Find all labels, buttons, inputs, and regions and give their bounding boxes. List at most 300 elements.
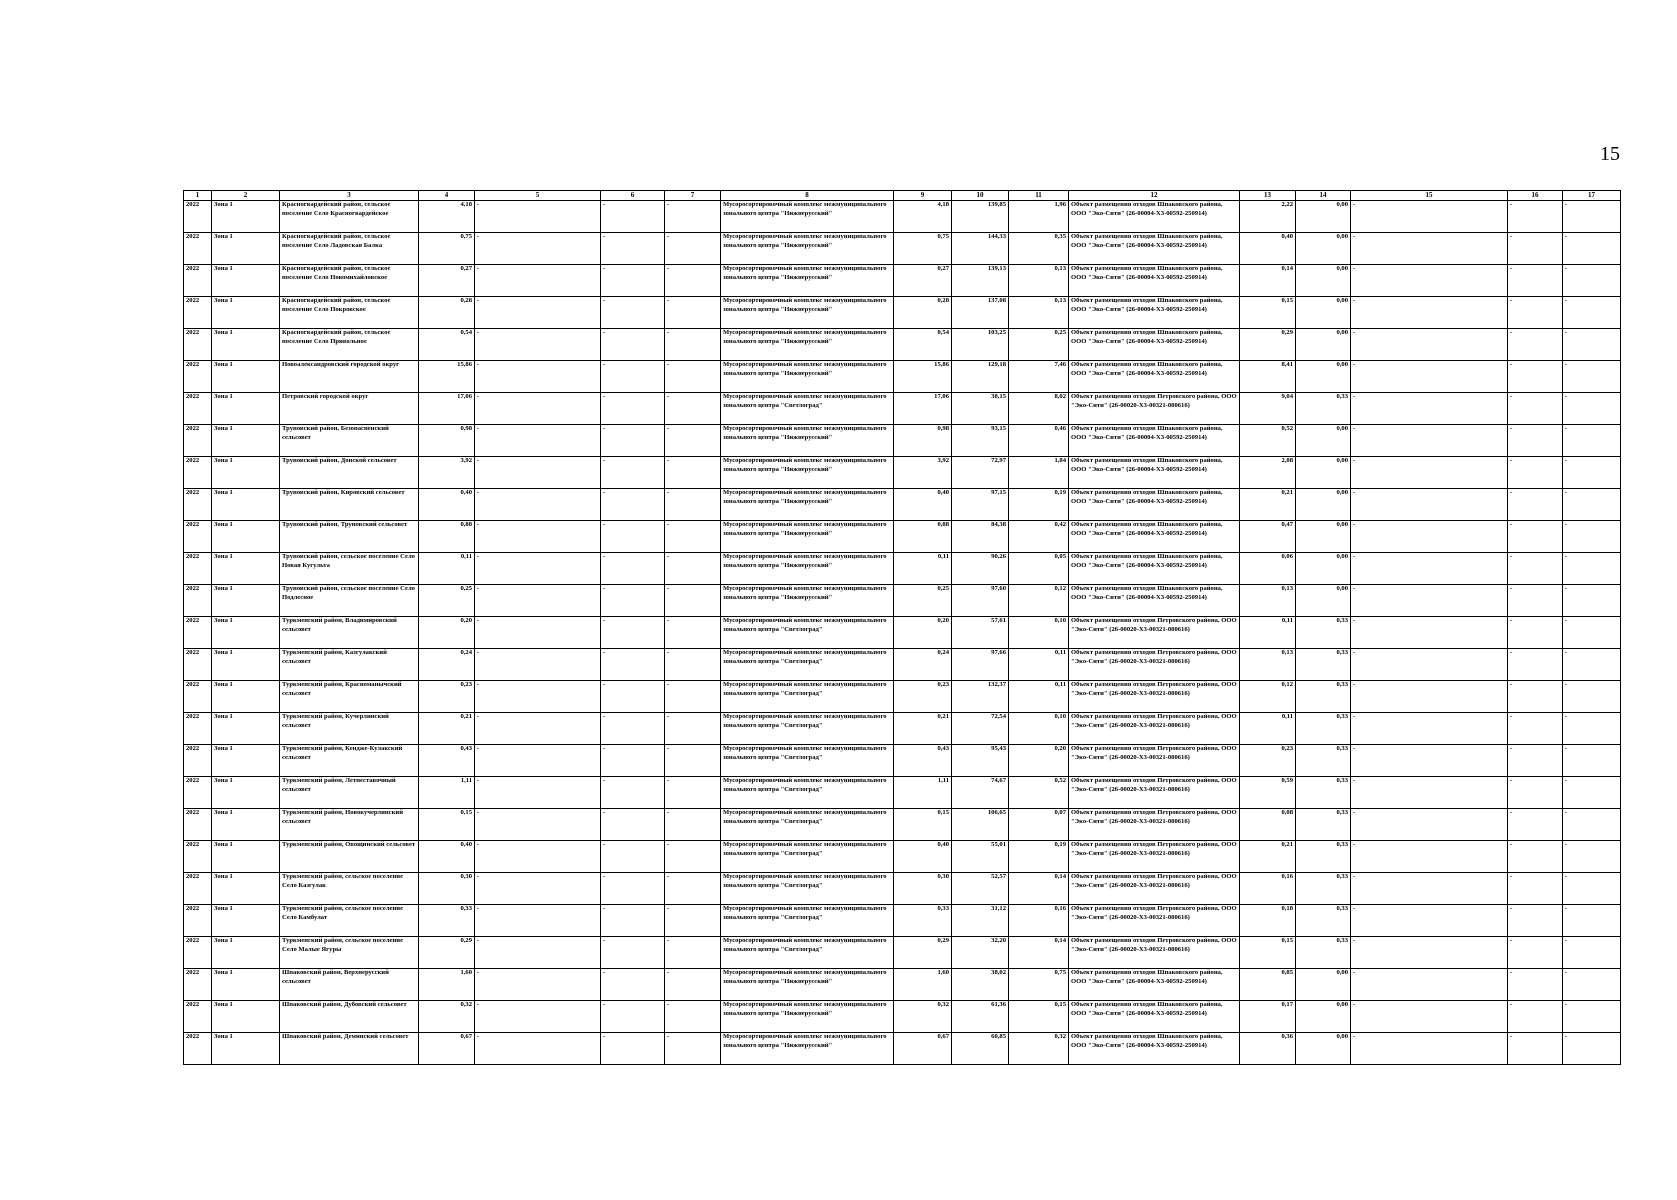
column-number-4: 4 [419, 191, 475, 201]
column-16-cell: - [1508, 393, 1563, 425]
column-number-14: 14 [1296, 191, 1351, 201]
column-6-cell: - [601, 297, 665, 329]
distance-cell: 57,61 [952, 617, 1009, 649]
year-cell: 2022 [184, 841, 212, 873]
table-row [184, 329, 1621, 361]
table-row [184, 873, 1621, 905]
column-5-cell: - [475, 1033, 601, 1065]
table-row [184, 1033, 1621, 1065]
year-cell: 2022 [184, 329, 212, 361]
column-14-cell: 0,33 [1296, 393, 1351, 425]
column-15-cell: - [1351, 841, 1508, 873]
table-row [184, 777, 1621, 809]
distance-cell: 72,97 [952, 457, 1009, 489]
distance-cell: 97,60 [952, 585, 1009, 617]
column-14-cell: 0,00 [1296, 521, 1351, 553]
column-14-cell: 0,00 [1296, 265, 1351, 297]
mass-to-sorting-cell: 0,23 [894, 681, 952, 713]
mass-to-placement-cell: 0,13 [1009, 297, 1069, 329]
municipality-cell: Туркменский район, Летнеставочный сельсовет [280, 777, 419, 809]
mass-total-cell: 0,75 [419, 233, 475, 265]
zone-cell: Зона 1 [212, 841, 280, 873]
sorting-facility-cell: Мусоросортировочный комплекс межмуниципального зонального центра "Нижнерусский" [721, 265, 894, 297]
sorting-facility-cell: Мусоросортировочный комплекс межмуниципального зонального центра "Светлоград" [721, 745, 894, 777]
column-number-9: 9 [894, 191, 952, 201]
column-15-cell: - [1351, 713, 1508, 745]
waste-flow-table [183, 190, 1621, 1065]
distance-cell: 31,12 [952, 905, 1009, 937]
column-5-cell: - [475, 425, 601, 457]
sorting-facility-cell: Мусоросортировочный комплекс межмуниципального зонального центра "Нижнерусский" [721, 457, 894, 489]
mass-to-placement-cell: 0,20 [1009, 745, 1069, 777]
mass-to-sorting-cell: 0,25 [894, 585, 952, 617]
year-cell: 2022 [184, 777, 212, 809]
placement-facility-cell: Объект размещения отходов Шпаковского района, ООО "Эко-Сити" (26-00004-Х3-00592-250914) [1069, 265, 1240, 297]
year-cell: 2022 [184, 585, 212, 617]
placement-facility-cell: Объект размещения отходов Петровского района, ООО "Эко-Сити" (26-00020-Х3-00321-080616) [1069, 681, 1240, 713]
mass-to-placement-cell: 7,46 [1009, 361, 1069, 393]
column-13-cell: 8,41 [1240, 361, 1296, 393]
column-7-cell: - [665, 553, 721, 585]
column-7-cell: - [665, 1033, 721, 1065]
column-15-cell: - [1351, 425, 1508, 457]
column-13-cell: 0,14 [1240, 265, 1296, 297]
column-16-cell: - [1508, 649, 1563, 681]
year-cell: 2022 [184, 457, 212, 489]
table-row [184, 361, 1621, 393]
column-number-6: 6 [601, 191, 665, 201]
sorting-facility-cell: Мусоросортировочный комплекс межмуниципального зонального центра "Нижнерусский" [721, 361, 894, 393]
mass-to-sorting-cell: 0,40 [894, 489, 952, 521]
zone-cell: Зона 1 [212, 265, 280, 297]
placement-facility-cell: Объект размещения отходов Петровского района, ООО "Эко-Сити" (26-00020-Х3-00321-080616) [1069, 617, 1240, 649]
column-16-cell: - [1508, 873, 1563, 905]
municipality-cell: Туркменский район, Кучерлинский сельсовет [280, 713, 419, 745]
zone-cell: Зона 1 [212, 937, 280, 969]
column-6-cell: - [601, 937, 665, 969]
mass-to-sorting-cell: 3,92 [894, 457, 952, 489]
zone-cell: Зона 1 [212, 393, 280, 425]
column-14-cell: 0,00 [1296, 553, 1351, 585]
column-15-cell: - [1351, 361, 1508, 393]
column-5-cell: - [475, 585, 601, 617]
column-13-cell: 0,59 [1240, 777, 1296, 809]
column-14-cell: 0,00 [1296, 361, 1351, 393]
column-15-cell: - [1351, 905, 1508, 937]
distance-cell: 90,26 [952, 553, 1009, 585]
column-number-7: 7 [665, 191, 721, 201]
column-13-cell: 0,47 [1240, 521, 1296, 553]
column-13-cell: 0,17 [1240, 1001, 1296, 1033]
column-7-cell: - [665, 937, 721, 969]
column-5-cell: - [475, 745, 601, 777]
column-number-1: 1 [184, 191, 212, 201]
mass-to-placement-cell: 0,14 [1009, 873, 1069, 905]
column-6-cell: - [601, 489, 665, 521]
column-7-cell: - [665, 329, 721, 361]
column-5-cell: - [475, 489, 601, 521]
sorting-facility-cell: Мусоросортировочный комплекс межмуниципального зонального центра "Светлоград" [721, 873, 894, 905]
column-16-cell: - [1508, 361, 1563, 393]
placement-facility-cell: Объект размещения отходов Шпаковского района, ООО "Эко-Сити" (26-00004-Х3-00592-250914) [1069, 585, 1240, 617]
year-cell: 2022 [184, 713, 212, 745]
distance-cell: 132,37 [952, 681, 1009, 713]
column-14-cell: 0,00 [1296, 585, 1351, 617]
column-16-cell: - [1508, 425, 1563, 457]
column-14-cell: 0,00 [1296, 201, 1351, 233]
municipality-cell: Красногвардейский район, сельское поселение Село Привольное [280, 329, 419, 361]
year-cell: 2022 [184, 1001, 212, 1033]
column-14-cell: 0,00 [1296, 425, 1351, 457]
column-13-cell: 0,36 [1240, 1033, 1296, 1065]
column-14-cell: 0,00 [1296, 969, 1351, 1001]
column-7-cell: - [665, 201, 721, 233]
mass-to-placement-cell: 0,52 [1009, 777, 1069, 809]
municipality-cell: Туркменский район, Овощинский сельсовет [280, 841, 419, 873]
mass-to-placement-cell: 0,42 [1009, 521, 1069, 553]
mass-total-cell: 0,23 [419, 681, 475, 713]
mass-total-cell: 0,43 [419, 745, 475, 777]
column-13-cell: 0,13 [1240, 585, 1296, 617]
zone-cell: Зона 1 [212, 681, 280, 713]
mass-to-placement-cell: 0,25 [1009, 329, 1069, 361]
column-16-cell: - [1508, 969, 1563, 1001]
sorting-facility-cell: Мусоросортировочный комплекс межмуниципального зонального центра "Светлоград" [721, 393, 894, 425]
column-7-cell: - [665, 393, 721, 425]
column-17-cell: - [1563, 649, 1621, 681]
column-6-cell: - [601, 393, 665, 425]
column-14-cell: 0,33 [1296, 809, 1351, 841]
column-7-cell: - [665, 745, 721, 777]
zone-cell: Зона 1 [212, 905, 280, 937]
column-15-cell: - [1351, 937, 1508, 969]
column-17-cell: - [1563, 489, 1621, 521]
table-body [184, 201, 1621, 1065]
column-17-cell: - [1563, 521, 1621, 553]
year-cell: 2022 [184, 969, 212, 1001]
column-7-cell: - [665, 617, 721, 649]
column-14-cell: 0,00 [1296, 457, 1351, 489]
year-cell: 2022 [184, 393, 212, 425]
column-16-cell: - [1508, 489, 1563, 521]
column-5-cell: - [475, 905, 601, 937]
table-row [184, 937, 1621, 969]
sorting-facility-cell: Мусоросортировочный комплекс межмуниципального зонального центра "Нижнерусский" [721, 297, 894, 329]
placement-facility-cell: Объект размещения отходов Петровского района, ООО "Эко-Сити" (26-00020-Х3-00321-080616) [1069, 649, 1240, 681]
table-row [184, 233, 1621, 265]
column-14-cell: 0,33 [1296, 937, 1351, 969]
zone-cell: Зона 1 [212, 585, 280, 617]
column-14-cell: 0,33 [1296, 873, 1351, 905]
column-17-cell: - [1563, 713, 1621, 745]
municipality-cell: Труновский район, Кировский сельсовет [280, 489, 419, 521]
table-row [184, 681, 1621, 713]
mass-total-cell: 0,67 [419, 1033, 475, 1065]
mass-to-placement-cell: 0,35 [1009, 233, 1069, 265]
column-15-cell: - [1351, 617, 1508, 649]
table-row [184, 489, 1621, 521]
table-row [184, 201, 1621, 233]
placement-facility-cell: Объект размещения отходов Петровского района, ООО "Эко-Сити" (26-00020-Х3-00321-080616) [1069, 937, 1240, 969]
column-15-cell: - [1351, 265, 1508, 297]
column-16-cell: - [1508, 841, 1563, 873]
column-16-cell: - [1508, 233, 1563, 265]
municipality-cell: Красногвардейский район, сельское поселение Село Новомихайловское [280, 265, 419, 297]
column-5-cell: - [475, 649, 601, 681]
column-17-cell: - [1563, 745, 1621, 777]
column-17-cell: - [1563, 969, 1621, 1001]
year-cell: 2022 [184, 905, 212, 937]
distance-cell: 129,18 [952, 361, 1009, 393]
distance-cell: 38,15 [952, 393, 1009, 425]
placement-facility-cell: Объект размещения отходов Петровского района, ООО "Эко-Сити" (26-00020-Х3-00321-080616) [1069, 713, 1240, 745]
column-15-cell: - [1351, 873, 1508, 905]
sorting-facility-cell: Мусоросортировочный комплекс межмуниципального зонального центра "Светлоград" [721, 905, 894, 937]
placement-facility-cell: Объект размещения отходов Петровского района, ООО "Эко-Сити" (26-00020-Х3-00321-080616) [1069, 873, 1240, 905]
column-6-cell: - [601, 425, 665, 457]
column-15-cell: - [1351, 969, 1508, 1001]
column-7-cell: - [665, 457, 721, 489]
municipality-cell: Туркменский район, Казгулакский сельсовет [280, 649, 419, 681]
column-17-cell: - [1563, 681, 1621, 713]
mass-to-placement-cell: 0,19 [1009, 489, 1069, 521]
zone-cell: Зона 1 [212, 329, 280, 361]
table-row [184, 745, 1621, 777]
municipality-cell: Труновский район, Донской сельсовет [280, 457, 419, 489]
placement-facility-cell: Объект размещения отходов Шпаковского района, ООО "Эко-Сити" (26-00004-Х3-00592-250914) [1069, 297, 1240, 329]
column-16-cell: - [1508, 553, 1563, 585]
mass-to-placement-cell: 0,11 [1009, 681, 1069, 713]
year-cell: 2022 [184, 873, 212, 905]
mass-total-cell: 0,15 [419, 809, 475, 841]
table-row [184, 585, 1621, 617]
column-5-cell: - [475, 297, 601, 329]
column-14-cell: 0,00 [1296, 329, 1351, 361]
table-row [184, 393, 1621, 425]
column-15-cell: - [1351, 553, 1508, 585]
municipality-cell: Труновский район, Безопасненский сельсовет [280, 425, 419, 457]
zone-cell: Зона 1 [212, 777, 280, 809]
year-cell: 2022 [184, 809, 212, 841]
column-13-cell: 0,40 [1240, 233, 1296, 265]
placement-facility-cell: Объект размещения отходов Шпаковского района, ООО "Эко-Сити" (26-00004-Х3-00592-250914) [1069, 489, 1240, 521]
column-number-13: 13 [1240, 191, 1296, 201]
distance-cell: 32,20 [952, 937, 1009, 969]
mass-total-cell: 0,33 [419, 905, 475, 937]
mass-to-placement-cell: 0,15 [1009, 1001, 1069, 1033]
column-17-cell: - [1563, 617, 1621, 649]
sorting-facility-cell: Мусоросортировочный комплекс межмуниципального зонального центра "Нижнерусский" [721, 201, 894, 233]
year-cell: 2022 [184, 553, 212, 585]
table-row [184, 713, 1621, 745]
column-5-cell: - [475, 777, 601, 809]
placement-facility-cell: Объект размещения отходов Шпаковского района, ООО "Эко-Сити" (26-00004-Х3-00592-250914) [1069, 457, 1240, 489]
municipality-cell: Труновский район, Труновский сельсовет [280, 521, 419, 553]
column-14-cell: 0,33 [1296, 617, 1351, 649]
column-16-cell: - [1508, 329, 1563, 361]
mass-to-sorting-cell: 0,29 [894, 937, 952, 969]
table-row [184, 457, 1621, 489]
distance-cell: 137,08 [952, 297, 1009, 329]
column-15-cell: - [1351, 521, 1508, 553]
mass-to-sorting-cell: 0,21 [894, 713, 952, 745]
mass-to-placement-cell: 0,75 [1009, 969, 1069, 1001]
mass-to-placement-cell: 0,32 [1009, 1033, 1069, 1065]
column-15-cell: - [1351, 1001, 1508, 1033]
column-number-3: 3 [280, 191, 419, 201]
column-6-cell: - [601, 777, 665, 809]
municipality-cell: Туркменский район, сельское поселение Село Камбулат [280, 905, 419, 937]
sorting-facility-cell: Мусоросортировочный комплекс межмуниципального зонального центра "Светлоград" [721, 649, 894, 681]
column-7-cell: - [665, 841, 721, 873]
zone-cell: Зона 1 [212, 457, 280, 489]
column-7-cell: - [665, 297, 721, 329]
year-cell: 2022 [184, 201, 212, 233]
column-13-cell: 0,06 [1240, 553, 1296, 585]
column-17-cell: - [1563, 297, 1621, 329]
distance-cell: 97,66 [952, 649, 1009, 681]
table-row [184, 969, 1621, 1001]
distance-cell: 72,54 [952, 713, 1009, 745]
mass-total-cell: 0,40 [419, 489, 475, 521]
column-15-cell: - [1351, 457, 1508, 489]
mass-to-sorting-cell: 0,32 [894, 1001, 952, 1033]
column-6-cell: - [601, 265, 665, 297]
sorting-facility-cell: Мусоросортировочный комплекс межмуниципального зонального центра "Нижнерусский" [721, 1033, 894, 1065]
column-number-8: 8 [721, 191, 894, 201]
column-5-cell: - [475, 681, 601, 713]
column-13-cell: 0,08 [1240, 809, 1296, 841]
distance-cell: 60,85 [952, 1033, 1009, 1065]
column-7-cell: - [665, 521, 721, 553]
column-13-cell: 0,12 [1240, 681, 1296, 713]
municipality-cell: Туркменский район, Красноманычский сельсовет [280, 681, 419, 713]
placement-facility-cell: Объект размещения отходов Петровского района, ООО "Эко-Сити" (26-00020-Х3-00321-080616) [1069, 745, 1240, 777]
year-cell: 2022 [184, 745, 212, 777]
mass-to-placement-cell: 0,10 [1009, 713, 1069, 745]
column-13-cell: 0,11 [1240, 713, 1296, 745]
municipality-cell: Новоалександровский городской округ [280, 361, 419, 393]
year-cell: 2022 [184, 937, 212, 969]
column-17-cell: - [1563, 425, 1621, 457]
column-15-cell: - [1351, 329, 1508, 361]
mass-to-sorting-cell: 0,24 [894, 649, 952, 681]
column-17-cell: - [1563, 457, 1621, 489]
mass-to-sorting-cell: 0,33 [894, 905, 952, 937]
municipality-cell: Шпаковский район, Дубовский сельсовет [280, 1001, 419, 1033]
column-6-cell: - [601, 809, 665, 841]
municipality-cell: Шпаковский район, Верхнерусский сельсовет [280, 969, 419, 1001]
table-row [184, 297, 1621, 329]
zone-cell: Зона 1 [212, 969, 280, 1001]
placement-facility-cell: Объект размещения отходов Шпаковского района, ООО "Эко-Сити" (26-00004-Х3-00592-250914) [1069, 361, 1240, 393]
column-15-cell: - [1351, 649, 1508, 681]
year-cell: 2022 [184, 233, 212, 265]
column-7-cell: - [665, 969, 721, 1001]
column-number-11: 11 [1009, 191, 1069, 201]
column-15-cell: - [1351, 777, 1508, 809]
zone-cell: Зона 1 [212, 297, 280, 329]
distance-cell: 74,67 [952, 777, 1009, 809]
column-16-cell: - [1508, 713, 1563, 745]
mass-total-cell: 0,27 [419, 265, 475, 297]
mass-to-placement-cell: 0,16 [1009, 905, 1069, 937]
column-17-cell: - [1563, 393, 1621, 425]
zone-cell: Зона 1 [212, 617, 280, 649]
column-17-cell: - [1563, 201, 1621, 233]
column-15-cell: - [1351, 1033, 1508, 1065]
column-6-cell: - [601, 201, 665, 233]
placement-facility-cell: Объект размещения отходов Шпаковского района, ООО "Эко-Сити" (26-00004-Х3-00592-250914) [1069, 553, 1240, 585]
column-13-cell: 0,21 [1240, 489, 1296, 521]
column-6-cell: - [601, 233, 665, 265]
column-7-cell: - [665, 681, 721, 713]
column-14-cell: 0,00 [1296, 233, 1351, 265]
placement-facility-cell: Объект размещения отходов Шпаковского района, ООО "Эко-Сити" (26-00004-Х3-00592-250914) [1069, 425, 1240, 457]
column-16-cell: - [1508, 809, 1563, 841]
placement-facility-cell: Объект размещения отходов Шпаковского района, ООО "Эко-Сити" (26-00004-Х3-00592-250914) [1069, 329, 1240, 361]
mass-to-placement-cell: 8,02 [1009, 393, 1069, 425]
municipality-cell: Туркменский район, сельское поселение Село Казгулак [280, 873, 419, 905]
year-cell: 2022 [184, 297, 212, 329]
table-row [184, 649, 1621, 681]
distance-cell: 106,65 [952, 809, 1009, 841]
mass-to-sorting-cell: 0,54 [894, 329, 952, 361]
mass-total-cell: 3,92 [419, 457, 475, 489]
column-6-cell: - [601, 905, 665, 937]
zone-cell: Зона 1 [212, 521, 280, 553]
column-number-17: 17 [1563, 191, 1621, 201]
distance-cell: 52,57 [952, 873, 1009, 905]
column-14-cell: 0,33 [1296, 681, 1351, 713]
mass-to-sorting-cell: 0,67 [894, 1033, 952, 1065]
placement-facility-cell: Объект размещения отходов Петровского района, ООО "Эко-Сити" (26-00020-Х3-00321-080616) [1069, 809, 1240, 841]
page-number: 15 [1600, 143, 1620, 165]
column-6-cell: - [601, 969, 665, 1001]
distance-cell: 61,36 [952, 1001, 1009, 1033]
column-5-cell: - [475, 841, 601, 873]
column-13-cell: 0,18 [1240, 905, 1296, 937]
municipality-cell: Туркменский район, Новокучерлинский сельсовет [280, 809, 419, 841]
mass-total-cell: 0,29 [419, 937, 475, 969]
mass-to-placement-cell: 0,07 [1009, 809, 1069, 841]
year-cell: 2022 [184, 617, 212, 649]
column-15-cell: - [1351, 681, 1508, 713]
column-13-cell: 2,22 [1240, 201, 1296, 233]
mass-to-sorting-cell: 0,98 [894, 425, 952, 457]
column-17-cell: - [1563, 585, 1621, 617]
column-6-cell: - [601, 457, 665, 489]
column-7-cell: - [665, 585, 721, 617]
column-number-16: 16 [1508, 191, 1563, 201]
municipality-cell: Красногвардейский район, сельское поселение Село Покровское [280, 297, 419, 329]
year-cell: 2022 [184, 521, 212, 553]
municipality-cell: Труновский район, сельское поселение Село Подлесное [280, 585, 419, 617]
mass-to-placement-cell: 0,13 [1009, 265, 1069, 297]
column-7-cell: - [665, 1001, 721, 1033]
mass-to-sorting-cell: 1,11 [894, 777, 952, 809]
sorting-facility-cell: Мусоросортировочный комплекс межмуниципального зонального центра "Нижнерусский" [721, 1001, 894, 1033]
column-6-cell: - [601, 1001, 665, 1033]
column-16-cell: - [1508, 265, 1563, 297]
sorting-facility-cell: Мусоросортировочный комплекс межмуниципального зонального центра "Светлоград" [721, 617, 894, 649]
column-14-cell: 0,33 [1296, 745, 1351, 777]
column-16-cell: - [1508, 297, 1563, 329]
zone-cell: Зона 1 [212, 809, 280, 841]
mass-total-cell: 0,40 [419, 841, 475, 873]
column-6-cell: - [601, 329, 665, 361]
column-5-cell: - [475, 937, 601, 969]
